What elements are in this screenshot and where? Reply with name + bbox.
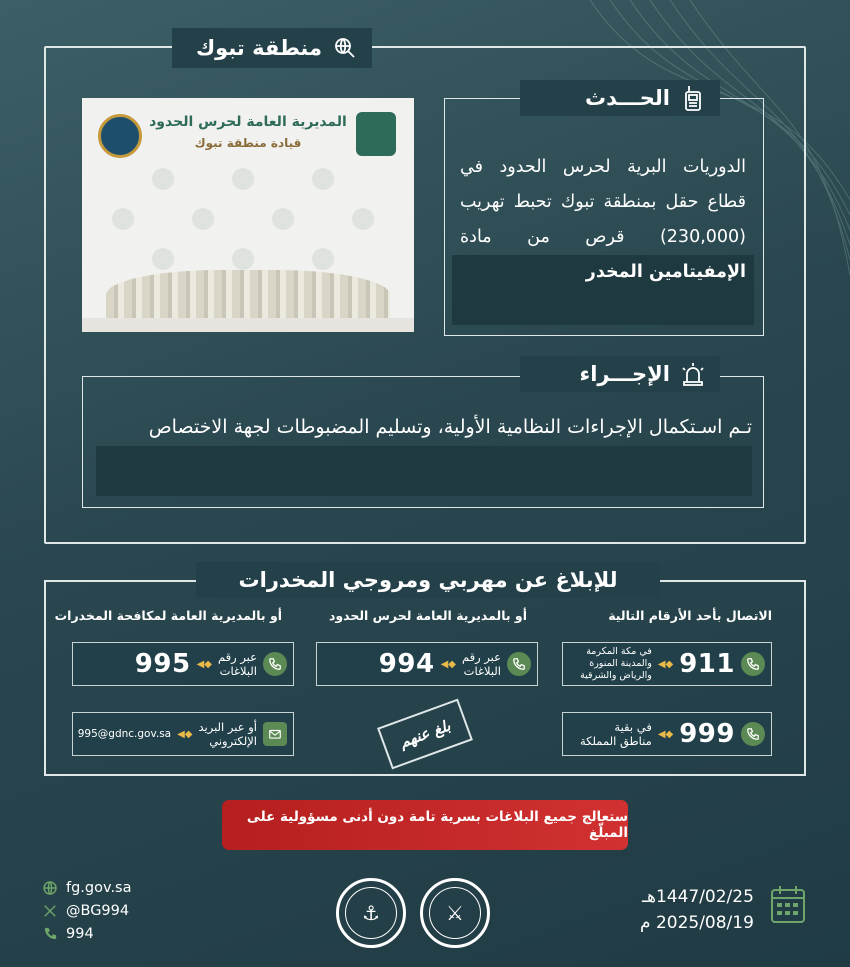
arrow-icon: ◆◀ xyxy=(440,658,456,670)
walkie-talkie-icon xyxy=(680,85,706,111)
hotline-994-box[interactable] xyxy=(316,642,538,686)
event-text: الدوريات البرية لحرس الحدود في قطاع حقل بمنطقة تبوك تحبط تهريب (230,000) قرص من مادة xyxy=(460,157,746,247)
narcotics-control-seal: ⚓ xyxy=(336,878,406,948)
phone-link[interactable] xyxy=(42,922,132,945)
footer-contacts xyxy=(42,876,132,945)
photo-command-name: قيادة منطقة تبوك xyxy=(194,136,302,150)
photo-org-name: المديرية العامة لحرس الحدود xyxy=(149,114,347,130)
phone-icon xyxy=(741,652,765,676)
event-text-bold: الإمفيتامين المخدر xyxy=(585,262,746,282)
phone-icon xyxy=(507,652,531,676)
arrow-icon: ◆◀ xyxy=(177,728,193,740)
hotline-999-number: 999 xyxy=(679,719,735,749)
procedure-title: الإجـــراء xyxy=(579,362,670,386)
report-them-stamp: بلغ عنهم xyxy=(377,699,473,770)
column-head-narcotics: أو بالمديرية العامة لمكافحة المخدرات xyxy=(54,608,282,623)
email-via: أو عبر البريد الإلكتروني xyxy=(198,720,257,748)
phone-icon xyxy=(741,722,765,746)
region-title: منطقة تبوك xyxy=(195,36,322,60)
arrow-icon: ◆◀ xyxy=(657,728,674,740)
x-account-text: @BG994 xyxy=(66,902,130,919)
region-tab xyxy=(172,28,372,68)
phone-icon xyxy=(42,926,58,942)
hotline-911-number: 911 xyxy=(679,649,735,679)
column-head-border-guard: أو بالمديرية العامة لحرس الحدود xyxy=(328,608,527,623)
column-head-call: الاتصال بأحد الأرقام التالية xyxy=(608,608,772,623)
event-tab xyxy=(520,80,720,116)
hotline-995-via: عبر رقم البلاغات xyxy=(217,650,257,678)
gregorian-date: 2025/08/19 م xyxy=(640,913,754,933)
website-text: fg.gov.sa xyxy=(66,879,132,896)
date-block xyxy=(640,884,754,936)
phone-text: 994 xyxy=(66,925,94,942)
confidentiality-banner: ستعالج جميع البلاغات بسرية تامة دون أدنى مسؤولية على المبلّغ xyxy=(222,800,628,850)
arrow-icon: ◆◀ xyxy=(657,658,674,670)
x-logo-icon xyxy=(42,903,58,919)
x-account-link[interactable] xyxy=(42,899,132,922)
email-address[interactable]: 995@gdnc.gov.sa xyxy=(77,728,172,740)
envelope-icon xyxy=(263,722,287,746)
search-globe-icon xyxy=(332,35,358,61)
border-guard-seal: ⚔ xyxy=(420,878,490,948)
seizure-photo xyxy=(82,98,414,332)
hotline-994-via: عبر رقم البلاغات xyxy=(461,650,501,678)
procedure-tab xyxy=(520,356,720,392)
report-title: للإبلاغ عن مهربي ومروجي المخدرات xyxy=(196,562,660,598)
phone-icon xyxy=(263,652,287,676)
procedure-text: تـم اسـتكمال الإجراءات النظامية الأولية، وتسليم المضبوطات لجهة الاختصاص xyxy=(148,416,752,438)
globe-icon xyxy=(42,880,58,896)
event-description xyxy=(452,150,754,322)
hotline-911-regions: في مكة المكرمة والمدينة المنورة والرياض والشرقية xyxy=(580,646,652,681)
hotline-999-regions: في بقية مناطق المملكة xyxy=(579,720,652,748)
hotline-999-box[interactable] xyxy=(562,712,772,756)
hotline-995-box[interactable] xyxy=(72,642,294,686)
arrow-icon: ◆◀ xyxy=(196,658,212,670)
email-box[interactable] xyxy=(72,712,294,756)
hotline-995-number: 995 xyxy=(134,649,191,679)
alarm-light-icon xyxy=(680,361,706,387)
calendar-icon xyxy=(770,884,806,924)
website-link[interactable] xyxy=(42,876,132,899)
hotline-911-box[interactable] xyxy=(562,642,772,686)
hotline-994-number: 994 xyxy=(378,649,435,679)
event-title: الحـــدث xyxy=(585,86,670,110)
hijri-date: 1447/02/25هـ xyxy=(641,887,754,907)
